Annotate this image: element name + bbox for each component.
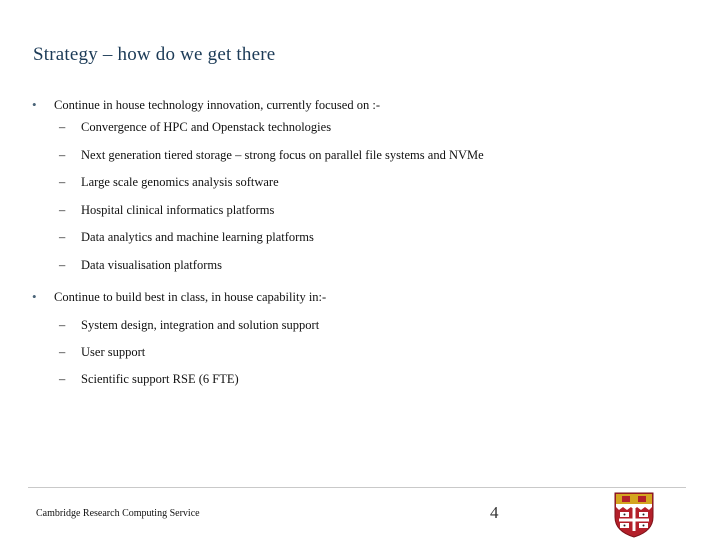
- sub-item-text: User support: [81, 345, 146, 359]
- sub-item: [32, 148, 682, 176]
- bullet-item: [32, 98, 682, 120]
- sub-item: [32, 345, 682, 372]
- dash-icon: –: [59, 202, 66, 217]
- sub-item: [32, 120, 682, 148]
- sub-item-text: Data analytics and machine learning platforms: [81, 230, 314, 244]
- sub-item-text: Scientific support RSE (6 FTE): [81, 372, 239, 386]
- page-number: 4: [490, 503, 499, 522]
- dash-icon: –: [59, 257, 66, 272]
- sub-item-text: System design, integration and solution support: [81, 318, 320, 332]
- sub-item-text: Large scale genomics analysis software: [81, 175, 279, 189]
- sub-item: [32, 258, 682, 286]
- bullet-item: [32, 290, 682, 318]
- sub-item: [32, 203, 682, 231]
- dash-icon: –: [59, 120, 66, 134]
- footer-organization: Cambridge Research Computing Service: [36, 508, 200, 519]
- sub-list: [32, 318, 682, 399]
- dash-icon: –: [59, 318, 66, 332]
- bullet-text: Continue in house technology innovation, currently focused on :-: [54, 98, 380, 112]
- sub-item: [32, 175, 682, 203]
- dash-icon: –: [59, 372, 66, 386]
- footer-divider: [28, 487, 686, 488]
- dash-icon: –: [59, 230, 66, 244]
- sub-item: [32, 318, 682, 345]
- university-shield-icon: [613, 491, 655, 538]
- sub-list: [32, 120, 682, 285]
- bullet-dot-icon: •: [32, 97, 37, 112]
- dash-icon: –: [59, 345, 66, 359]
- bullet-text: Continue to build best in class, in house capability in:-: [54, 290, 327, 304]
- slide-content: [32, 98, 682, 399]
- sub-item-text: Data visualisation platforms: [81, 257, 222, 272]
- dash-icon: –: [59, 147, 66, 162]
- dash-icon: –: [59, 175, 66, 189]
- sub-item-text: Hospital clinical informatics platforms: [81, 202, 275, 217]
- slide-title: Strategy – how do we get there: [33, 44, 276, 65]
- sub-item-text: Next generation tiered storage – strong focus on parallel file systems and NVMe: [81, 147, 484, 162]
- sub-item: [32, 372, 682, 399]
- bullet-dot-icon: •: [32, 289, 37, 304]
- sub-item: [32, 230, 682, 258]
- sub-item-text: Convergence of HPC and Openstack technologies: [81, 120, 332, 134]
